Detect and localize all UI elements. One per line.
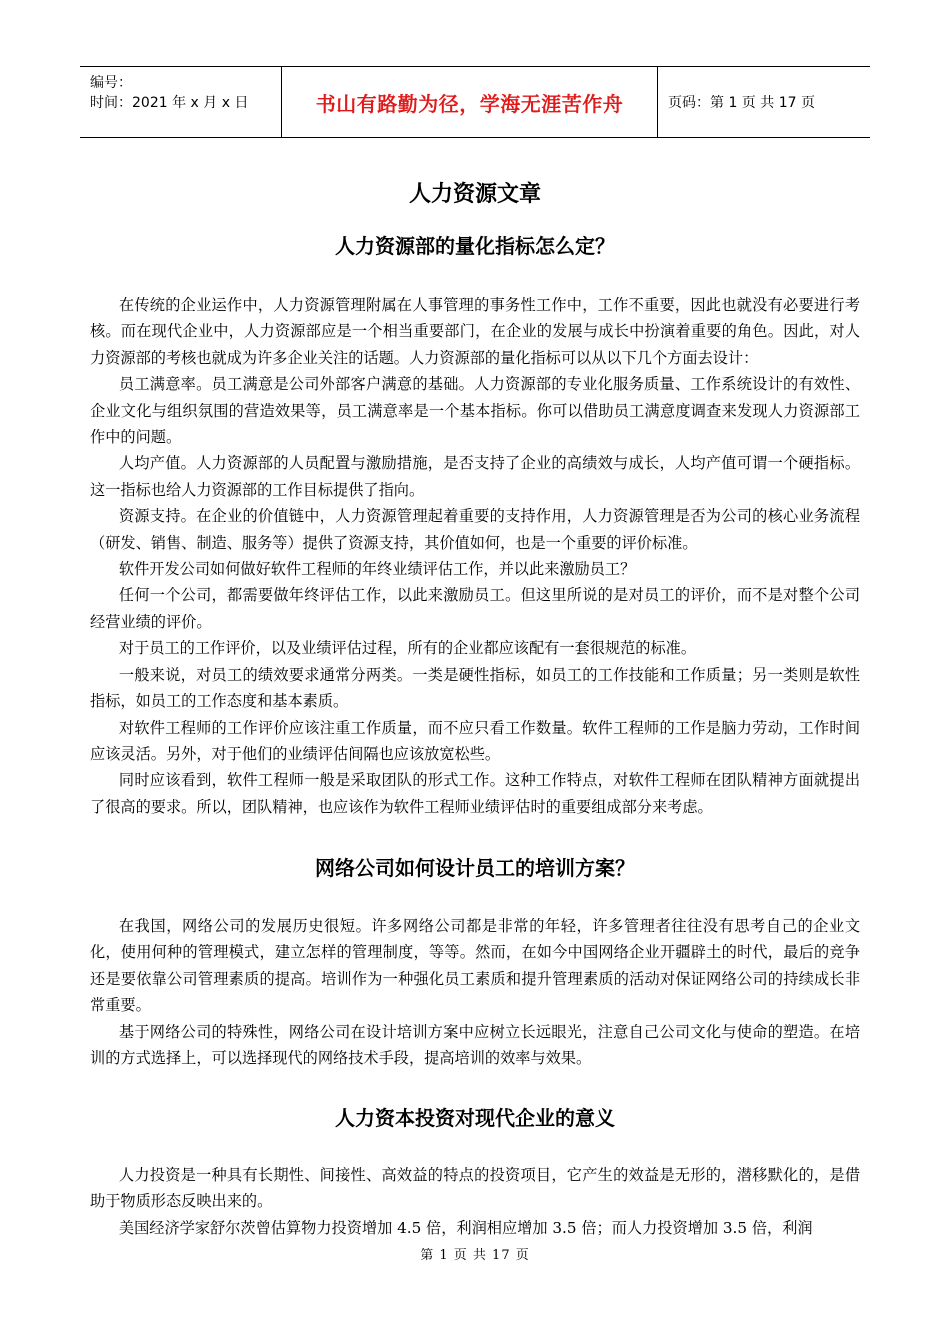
paragraph: 对于员工的工作评价，以及业绩评估过程，所有的企业都应该配有一套很规范的标准。 — [118, 639, 696, 658]
paragraph: 同时应该看到，软件工程师一般是采取团队的形式工作。这种工作特点，对软件工程师在团队精神方面就提出了很高的要求。所以，团队精神，也应该作为软件工程师业绩评估时的重要组成部分来考虑。 — [90, 771, 860, 816]
section1-body — [90, 292, 860, 820]
paragraph: 对软件工程师的工作评价应该注重工作质量，而不应只看工作数量。软件工程师的工作是脑力劳动，工作时间应该灵活。另外，对于他们的业绩评估间隔也应该放宽松些。 — [90, 718, 860, 763]
paragraph: 美国经济学家舒尔茨曾估算物力投资增加 4.5 倍，利润相应增加 3.5 倍；而人力投资增加 3.5 倍，利润 — [118, 1218, 813, 1237]
paragraph: 员工满意率。员工满意是公司外部客户满意的基础。人力资源部的专业化服务质量、工作系统设计的有效性、企业文化与组织氛围的营造效果等，员工满意率是一个基本指标。你可以借助员工满意度调查来发现人力资源部工作中的问题。 — [90, 375, 860, 447]
section2-heading: 网络公司如何设计员工的培训方案？ — [315, 856, 635, 880]
page-info-text: 页码：第 1 页 共 17 页 — [668, 95, 815, 111]
paragraph: 人均产值。人力资源部的人员配置与激励措施，是否支持了企业的高绩效与成长，人均产值可谓一个硬指标。这一指标也给人力资源部的工作目标提供了指向。 — [90, 454, 860, 499]
paragraph: 软件开发公司如何做好软件工程师的年终业绩评估工作，并以此来激励员工？ — [118, 560, 636, 579]
paragraph: 资源支持。在企业的价值链中，人力资源管理起着重要的支持作用，人力资源管理是否为公司的核心业务流程（研发、销售、制造、服务等）提供了资源支持，其价值如何，也是一个重要的评价标准。 — [90, 507, 860, 552]
document-title: 人力资源文章 — [408, 181, 541, 207]
paragraph: 人力投资是一种具有长期性、间接性、高效益的特点的投资项目，它产生的效益是无形的，潜移默化的，是借助于物质形态反映出来的。 — [90, 1166, 860, 1211]
page-footer: 第 1 页 共 17 页 — [420, 1248, 530, 1263]
motto-text: 书山有路勤为径，学海无涯苦作舟 — [315, 91, 624, 116]
section1-heading: 人力资源部的量化指标怎么定？ — [335, 234, 615, 258]
section2-body — [90, 913, 860, 1071]
paragraph: 任何一个公司，都需要做年终评估工作，以此来激励员工。但这里所说的是对员工的评价，而不是对整个公司经营业绩的评价。 — [90, 586, 860, 631]
section3-body — [90, 1162, 860, 1241]
date-label: 时间：2021 年 x 月 x 日 — [90, 95, 249, 111]
header-meta-cell — [80, 67, 282, 137]
section3-heading: 人力资本投资对现代企业的意义 — [335, 1106, 615, 1130]
header-table — [80, 66, 870, 138]
paragraph: 在传统的企业运作中，人力资源管理附属在人事管理的事务性工作中，工作不重要，因此也就没有必要进行考核。而在现代企业中，人力资源部应是一个相当重要部门，在企业的发展与成长中扮演着重要的角色。因此，对人力资源部的考核也就成为许多企业关注的话题。人力资源部的量化指标可以从以下几个方面去设计： — [90, 296, 860, 367]
number-label: 编号： — [90, 75, 132, 91]
page-info-cell — [658, 67, 870, 137]
paragraph: 在我国，网络公司的发展历史很短。许多网络公司都是非常的年轻，许多管理者往往没有思考自己的企业文化，使用何种的管理模式，建立怎样的管理制度，等等。然而，在如今中国网络企业开疆辟土的时代，最后的竞争还是要依靠公司管理素质的提高。培训作为一种强化员工素质和提升管理素质的活动对保证网络公司的持续成长非常重要。 — [90, 917, 860, 1015]
motto-cell — [282, 67, 658, 137]
paragraph: 一般来说，对员工的绩效要求通常分两类。一类是硬性指标，如员工的工作技能和工作质量；另一类则是软性指标，如员工的工作态度和基本素质。 — [90, 665, 860, 711]
paragraph: 基于网络公司的特殊性，网络公司在设计培训方案中应树立长远眼光，注意自己公司文化与使命的塑造。在培训的方式选择上，可以选择现代的网络技术手段，提高培训的效率与效果。 — [90, 1022, 860, 1068]
